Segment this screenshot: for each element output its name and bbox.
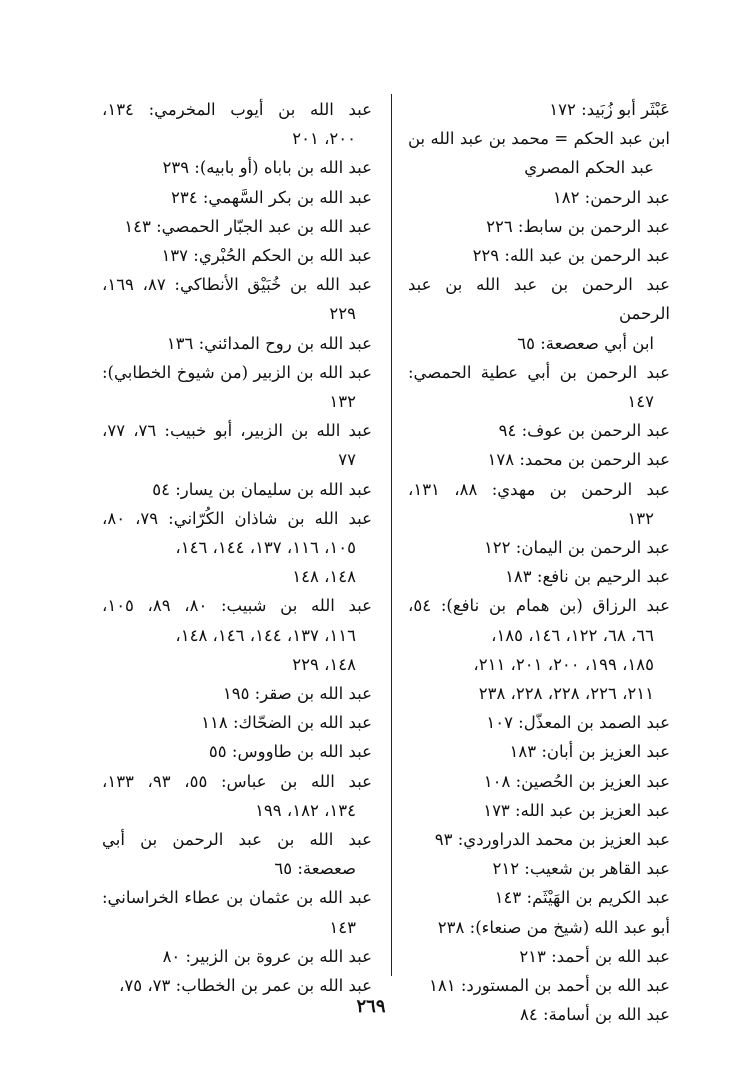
entry-heading-line: عبد الرحمن بن عوف: ٩٤: [498, 421, 670, 441]
entry-heading-line: عبد الرحمن بن اليمان: ١٢٢: [483, 538, 670, 558]
entry-heading-line: عبد العزيز بن محمد الدراوردي: ٩٣: [434, 830, 670, 850]
entry-heading-line: عبد الله بن عروة بن الزبير: ٨٠: [162, 946, 372, 966]
index-entry: [408, 124, 670, 182]
index-entry: [102, 241, 372, 270]
entry-continuation-line: ١٤٨، ١٤٨: [292, 567, 356, 587]
index-entry: [408, 533, 670, 562]
entry-continuation-line: ٧٧: [338, 450, 356, 470]
entry-heading-line: عبد الصمد بن المعذّل: ١٠٧: [486, 713, 670, 733]
entry-heading-line: عبد الرزاق (بن همام بن نافع): ٥٤،: [408, 596, 670, 616]
index-entry: [408, 212, 670, 241]
entry-continuation-line: ٢٠٠، ٢٠١: [292, 129, 356, 149]
entry-heading-line: عبد الرحمن بن عبد الله: ٢٢٩: [472, 246, 670, 266]
entry-continuation-line: ٢٢٩: [329, 304, 356, 324]
entry-heading-line: عبد الله بن عمر بن الخطاب: ٧٣، ٧٥،: [119, 976, 372, 996]
entry-heading-line: عبد الرحمن بن عبد الله بن عبد الرحمن: [408, 275, 670, 324]
entry-heading-line: عبد الرحمن بن سابط: ٢٢٦: [486, 216, 670, 236]
entry-heading-line: عبد الله بن عبد الرحمن بن أبي: [102, 830, 372, 850]
entry-heading-line: عبد الله بن شاذان الكُرّاني: ٧٩، ٨٠،: [102, 508, 372, 528]
index-entry: [408, 591, 670, 708]
entry-continuation-line: ١١٦، ١٣٧، ١٤٤، ١٤٦، ١٤٨،: [175, 625, 356, 645]
index-entry: [102, 942, 372, 971]
index-entry: [102, 270, 372, 328]
entry-heading-line: عبد الرحمن: ١٨٢: [552, 187, 670, 207]
entry-heading-line: عبد الله بن الحكم الحُبْري: ١٣٧: [161, 246, 372, 266]
entry-heading-line: عبد الله بن الزبير (من شيوخ الخطابي):: [102, 362, 372, 382]
page-number: ٢٦٩: [356, 996, 386, 1017]
entry-heading-line: عبد الله بن بكر السَّهمي: ٢٣٤: [171, 187, 372, 207]
index-entry: [102, 212, 372, 241]
index-entry: [102, 475, 372, 504]
index-entry: [408, 737, 670, 766]
index-entry: [408, 358, 670, 416]
entry-heading-line: عبد الله بن عباس: ٥٥، ٩٣، ١٣٣،: [102, 771, 372, 791]
entry-continuation-line: ١٤٨، ٢٢٩: [292, 654, 356, 674]
index-entry: [102, 358, 372, 416]
index-entry: [408, 854, 670, 883]
entry-continuation-line: ١٠٥، ١١٦، ١٣٧، ١٤٤، ١٤٦،: [175, 538, 356, 558]
index-entry: [408, 445, 670, 474]
entry-heading-line: عبد الله بن الزبير، أبو خبيب: ٧٦، ٧٧،: [102, 421, 372, 441]
entry-continuation-line: صعصعة: ٦٥: [274, 859, 356, 879]
entry-continuation-line: ١٣٢: [329, 392, 356, 412]
entry-heading-line: عبد الله بن أسامة: ٨٤: [520, 1005, 670, 1025]
entry-heading-line: عبد الله بن روح المدائني: ١٣٦: [166, 333, 372, 353]
index-entry: [408, 796, 670, 825]
entry-heading-line: عبد العزيز بن الحُصين: ١٠٨: [483, 771, 670, 791]
entry-heading-line: عبد الله بن أيوب المخرمي: ١٣٤،: [102, 100, 372, 119]
entry-heading-line: عبد الرحمن بن مهدي: ٨٨، ١٣١،: [408, 479, 670, 499]
index-entry: [102, 591, 372, 679]
index-entry: [408, 913, 670, 942]
index-entry: [102, 679, 372, 708]
index-entry: [102, 183, 372, 212]
entry-heading-line: عبد الله بن أحمد بن المستورد: ١٨١: [428, 976, 670, 996]
index-entry: [408, 270, 670, 358]
entry-heading-line: عبد الله بن صقر: ١٩٥: [222, 684, 372, 704]
entry-continuation-line: ٦٦، ٦٨، ١٢٢، ١٤٦، ١٨٥،: [491, 625, 654, 645]
entry-continuation-line: عبد الحكم المصري: [524, 158, 654, 178]
index-entry: [408, 942, 670, 971]
entry-heading-line: عبد القاهر بن شعيب: ٢١٢: [492, 859, 670, 879]
entry-continuation-line: ابن أبي صعصعة: ٦٥: [517, 333, 654, 353]
entry-heading-line: ابن عبد الحكم = محمد بن عبد الله بن: [408, 129, 670, 149]
entry-heading-line: عبد الرحمن بن محمد: ١٧٨: [487, 450, 670, 470]
entry-heading-line: عَبْثَر أبو زُبَيد: ١٧٢: [549, 100, 670, 119]
index-entry: [102, 504, 372, 592]
index-entry: [102, 153, 372, 182]
entry-continuation-line: ١٣٢: [627, 508, 654, 528]
entry-heading-line: عبد الله بن أحمد: ٢١٣: [519, 946, 670, 966]
entry-heading-line: عبد الرحمن بن أبي عطية الحمصي:: [408, 362, 670, 382]
entry-heading-line: عبد الله بن باباه (أو بابيه): ٢٣٩: [162, 158, 372, 178]
entry-continuation-line: ٢١١، ٢٢٦، ٢٢٨، ٢٢٨، ٢٣٨: [478, 684, 654, 704]
entry-heading-line: عبد الله بن عثمان بن عطاء الخراساني:: [102, 888, 372, 908]
index-entry: [408, 183, 670, 212]
entry-heading-line: عبد العزيز بن عبد الله: ١٧٣: [483, 800, 670, 820]
entry-heading-line: عبد الله بن خُبَيْق الأنطاكي: ٨٧، ١٦٩،: [102, 275, 372, 295]
entry-heading-line: عبد الله بن شبيب: ٨٠، ٨٩، ١٠٥،: [102, 596, 372, 616]
entry-heading-line: عبد الله بن الضحّاك: ١١٨: [201, 713, 372, 733]
index-entry: [408, 883, 670, 912]
index-entry: [102, 708, 372, 737]
entry-heading-line: أبو عبد الله (شيخ من صنعاء): ٢٣٨: [437, 917, 670, 937]
index-entry: [102, 767, 372, 825]
index-entry: [102, 737, 372, 766]
index-entry: [408, 475, 670, 533]
index-entry: [408, 416, 670, 445]
index-entry: [408, 825, 670, 854]
entry-heading-line: عبد الكريم بن الهَيْثَم: ١٤٣: [494, 888, 670, 908]
index-entry: [408, 767, 670, 796]
entry-continuation-line: ١٣٤، ١٨٢، ١٩٩: [255, 800, 356, 820]
index-entry: [102, 95, 372, 153]
index-entry: [408, 241, 670, 270]
index-entry: [102, 825, 372, 883]
entry-heading-line: عبد الرحيم بن نافع: ١٨٣: [505, 567, 670, 587]
column-divider: [391, 94, 392, 976]
index-column-right: [408, 95, 670, 1030]
index-entry: [102, 883, 372, 941]
entry-continuation-line: ١٨٥، ١٩٩، ٢٠٠، ٢٠١، ٢١١،: [473, 654, 654, 674]
entry-heading-line: عبد الله بن طاووس: ٥٥: [208, 742, 372, 762]
entry-continuation-line: ١٤٣: [329, 917, 356, 937]
index-column-left: [102, 95, 372, 1000]
index-entry: [408, 95, 670, 124]
index-entry: [102, 416, 372, 474]
entry-heading-line: عبد الله بن سليمان بن يسار: ٥٤: [152, 479, 372, 499]
index-entry: [408, 562, 670, 591]
index-entry: [102, 329, 372, 358]
index-entry: [408, 708, 670, 737]
entry-heading-line: عبد العزيز بن أبان: ١٨٣: [509, 742, 670, 762]
entry-heading-line: عبد الله بن عبد الجبّار الحمصي: ١٤٣: [124, 216, 372, 236]
entry-continuation-line: ١٤٧: [627, 392, 654, 412]
